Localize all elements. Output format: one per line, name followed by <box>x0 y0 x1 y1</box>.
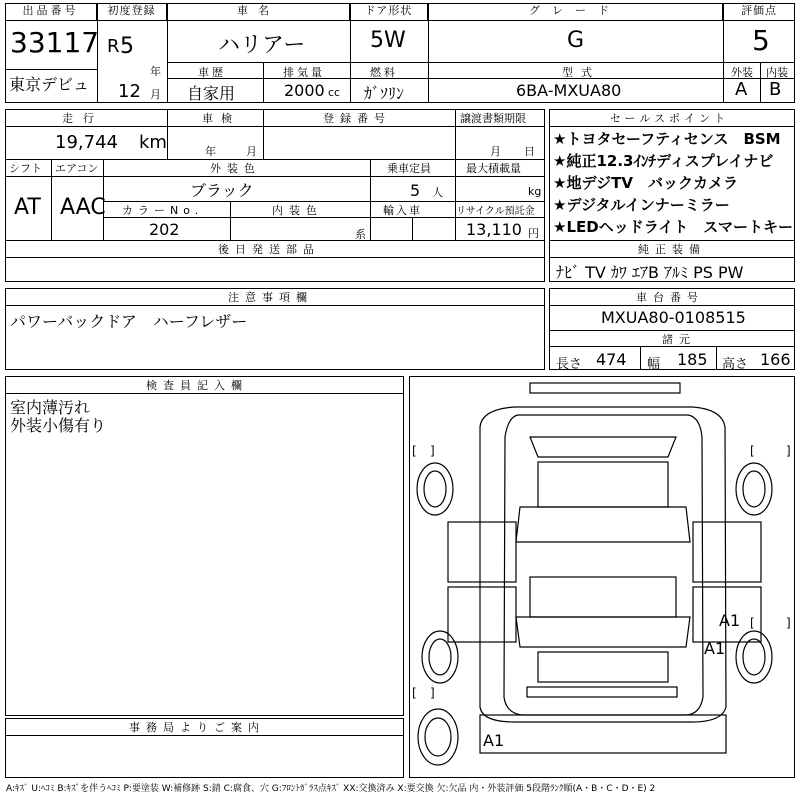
reg-month-unit: 月 <box>150 88 161 101</box>
era: R <box>107 36 120 57</box>
svg-text:]: ] <box>786 616 791 630</box>
score-header: 評価点 <box>723 3 795 21</box>
docs-day-unit: 日 <box>524 145 535 158</box>
color-no-header: カラーNo. <box>122 204 204 217</box>
exterior-grade: A <box>735 79 748 100</box>
car-diagram <box>410 377 796 779</box>
shift: AT <box>14 195 41 220</box>
interior-header: 内装 <box>766 66 788 79</box>
lot-header: 出品番号 <box>5 3 97 21</box>
insp-year-unit: 年 <box>205 145 216 158</box>
reg-number-header: 登録番号 <box>323 112 391 125</box>
legend: A:ｷｽﾞ U:ﾍｺﾐ B:ｷｽﾞを伴うﾍｺﾐ P:要塗装 W:補修跡 S:錆 C:腐食、穴 G:ﾌﾛﾝﾄｶﾞﾗｽ点ｷｽﾞ XX:交換済み X:要交換 欠:欠品 内・外装評価 5段階ﾗﾝｸ順(A・B・C・D・E) 2 <box>6 784 656 794</box>
recycle-header: リサイクル預託金 <box>456 206 535 217</box>
fuel: ｶﾞｿﾘﾝ <box>364 84 405 103</box>
tokyo-debut: 東京デビュ <box>9 75 90 94</box>
color-header: 外装色 <box>210 162 261 175</box>
sales-points-header: セールスポイント <box>610 112 730 125</box>
model: 6BA-MXUA80 <box>516 81 622 100</box>
damage-mark-rear-bumper: A1 <box>483 731 505 750</box>
inspector-note-1: 室内薄汚れ <box>10 398 91 417</box>
height-value: 166 <box>760 350 791 369</box>
chassis-number: MXUA80-0108515 <box>601 308 746 327</box>
equipment-header: 純正装備 <box>638 243 706 256</box>
svg-text:]: ] <box>430 686 435 700</box>
color-no: 202 <box>149 220 180 239</box>
car-name: ハリアー <box>218 33 306 58</box>
recycle: 13,110 <box>466 220 522 239</box>
later-parts-header: 後日発送部品 <box>218 243 320 256</box>
first-reg-header: 初度登録 <box>97 3 167 21</box>
displacement-header: 排気量 <box>283 66 325 79</box>
height-label: 高さ <box>722 357 749 372</box>
inspector-note-2: 外装小傷有り <box>10 416 107 435</box>
car-name-header: 車名 <box>167 3 350 21</box>
lot-number: 33117 <box>10 26 100 59</box>
reg-month: 12 <box>118 81 141 102</box>
ac-header: エアコン <box>55 162 99 175</box>
reg-year-unit: 年 <box>150 65 161 78</box>
seats: 5 <box>410 181 421 200</box>
door-type: 5W <box>370 28 406 53</box>
history: 自家用 <box>187 84 236 103</box>
sales-point-item: ★トヨタセーフティセンス BSM <box>553 130 781 148</box>
grade: G <box>567 28 585 53</box>
grade-header: グレード <box>428 3 723 21</box>
damage-mark-right-door: A1 <box>719 611 741 630</box>
score: 5 <box>752 24 770 57</box>
mileage-header: 走行 <box>62 112 104 125</box>
sales-points-list <box>553 128 793 238</box>
int-color-header: 内装色 <box>272 204 323 217</box>
mileage: 19,744 <box>55 132 118 153</box>
interior-grade: B <box>769 79 782 100</box>
docs-header: 譲渡書類期限 <box>460 112 526 125</box>
damage-mark-right-rear: A1 <box>704 639 726 658</box>
sales-point-item: ★純正12.3ｲﾝﾁディスプレイナビ <box>553 152 774 170</box>
damage-diagram <box>409 376 795 778</box>
displacement-unit: cc <box>328 86 341 99</box>
reg-year: 5 <box>120 34 134 59</box>
width-label: 幅 <box>647 357 661 372</box>
chassis-header: 車台番号 <box>636 291 704 304</box>
sales-point-item: ★デジタルインナーミラー <box>553 196 730 214</box>
displacement: 2000 <box>284 81 325 100</box>
dims-header: 諸元 <box>662 333 696 346</box>
seats-header: 乗車定員 <box>387 162 431 175</box>
mileage-unit: km <box>139 132 167 153</box>
equipment: ﾅﾋﾞ TV ｶﾜ ｴｱB ｱﾙﾐ PS PW <box>556 263 744 282</box>
inspector-header: 検査員記入欄 <box>146 379 248 392</box>
import-header: 輸入車 <box>383 204 422 217</box>
recycle-unit: 円 <box>528 227 539 240</box>
notes: パワーバックドア ハーフレザー <box>10 312 248 331</box>
inspection-header: 車検 <box>202 112 240 125</box>
seats-unit: 人 <box>432 186 443 199</box>
insp-month-unit: 月 <box>246 145 257 158</box>
sales-point-item: ★地デジTV バックカメラ <box>553 174 738 192</box>
length-label: 長さ <box>556 357 583 372</box>
model-header: 型式 <box>562 66 600 79</box>
width-value: 185 <box>677 350 708 369</box>
svg-text:[: [ <box>750 444 755 458</box>
load-header: 最大積載量 <box>466 162 521 175</box>
color: ブラック <box>190 181 254 200</box>
sales-point-item: ★LEDヘッドライト スマートキー <box>553 218 793 236</box>
exterior-header: 外装 <box>731 66 753 79</box>
shift-header: シフト <box>9 162 42 175</box>
ac: AAC <box>60 195 106 220</box>
svg-text:[: [ <box>412 444 417 458</box>
docs-month-unit: 月 <box>490 145 501 158</box>
svg-text:[: [ <box>412 686 417 700</box>
int-color-unit: 系 <box>355 228 366 241</box>
load-unit: kg <box>528 185 542 198</box>
office-header: 事務局よりご案内 <box>129 721 265 734</box>
notes-header: 注意事項欄 <box>228 291 313 304</box>
length-value: 474 <box>596 350 627 369</box>
svg-text:]: ] <box>786 444 791 458</box>
svg-text:]: ] <box>430 444 435 458</box>
svg-text:[: [ <box>750 616 755 630</box>
fuel-header: 燃料 <box>370 66 398 79</box>
door-header: ドア形状 <box>350 3 428 21</box>
history-header: 車歴 <box>198 66 226 79</box>
